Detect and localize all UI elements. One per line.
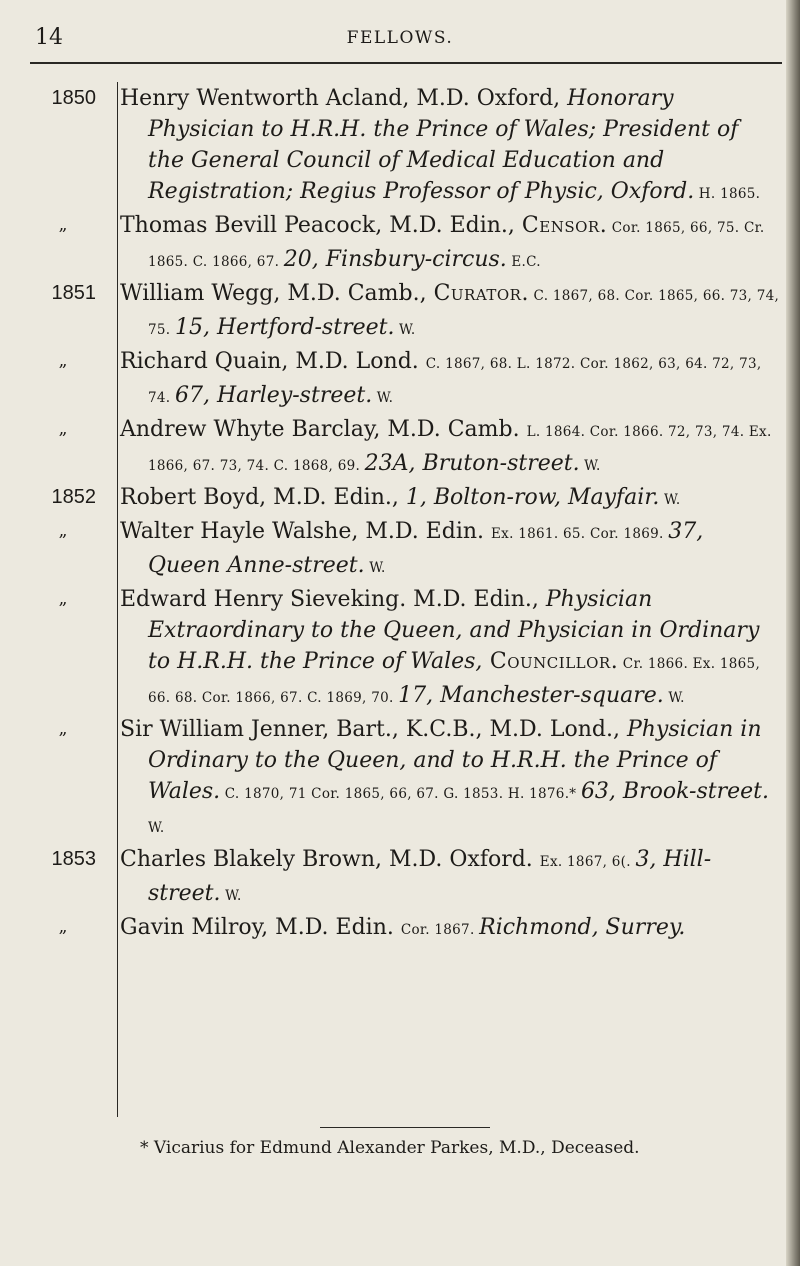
fellow-details: C. 1867, 68. L. 1872. Cor. 1862, 63, 64. 72, 73, 74.: [148, 356, 762, 406]
postal-district: W.: [364, 560, 386, 576]
fellow-details: Cor. 1865, 66, 75. Cr. 1865. C. 1866, 67.: [148, 220, 765, 270]
fellow-name: Sir William Jenner, Bart., K.C.B., M.D. Lond.,: [120, 717, 627, 742]
fellow-name: Walter Hayle Walshe, M.D. Edin.: [120, 519, 492, 544]
fellow-roles: Physician Extraordinary to the Queen, and Physician in Ordinary to H.R.H. the Prince of Wales,: [148, 587, 760, 674]
fellow-details: Ex. 1867, 6(.: [539, 854, 636, 870]
postal-district: W.: [220, 888, 242, 904]
fellow-address: 1, Bolton-row, Mayfair.: [405, 485, 660, 510]
fellow-entry: [30, 414, 790, 482]
postal-district: E.C.: [506, 254, 541, 270]
fellow-entry: [30, 844, 790, 912]
running-title: FELLOWS.: [346, 28, 454, 48]
fellow-name: Henry Wentworth Acland, M.D. Oxford,: [120, 86, 568, 111]
fellow-entry: [30, 912, 790, 946]
fellow-address: 67, Harley-street.: [174, 383, 373, 408]
fellows-list: [30, 83, 790, 946]
fellow-entry: [30, 346, 790, 414]
fellow-entry: [30, 516, 790, 584]
election-year: „: [58, 719, 68, 739]
fellow-address: 23A, Bruton-street.: [364, 451, 580, 476]
election-year: „: [58, 215, 68, 235]
fellow-roles: Honorary Physician to H.R.H. the Prince of Wales; President of the General Council of Medical Education and Registration; Regius Professor of Physic, Oxford.: [148, 86, 739, 204]
fellow-entry: [30, 482, 790, 516]
election-year: „: [58, 917, 68, 937]
fellow-entry: [30, 584, 790, 714]
fellow-details: H. 1865.: [694, 186, 761, 202]
election-year: 1850: [51, 87, 96, 109]
postal-district: W.: [659, 492, 681, 508]
fellow-name: William Wegg, M.D. Camb.,: [120, 281, 434, 306]
fellow-name: Charles Blakely Brown, M.D. Oxford.: [120, 847, 540, 872]
postal-district: W.: [663, 690, 685, 706]
footnote-rule: [320, 1127, 490, 1128]
fellow-office: Councillor.: [482, 649, 619, 674]
fellow-name: Thomas Bevill Peacock, M.D. Edin.,: [120, 213, 522, 238]
fellow-office: Curator.: [433, 281, 529, 306]
election-year: „: [58, 521, 68, 541]
postal-district: W.: [148, 820, 165, 836]
fellow-entry: [30, 210, 790, 278]
fellow-details: L. 1864. Cor. 1866. 72, 73, 74. Ex. 1866, 67. 73, 74. C. 1868, 69.: [148, 424, 772, 474]
fellow-name: Robert Boyd, M.D. Edin.,: [120, 485, 406, 510]
postal-district: W.: [579, 458, 601, 474]
fellow-office: Censor.: [521, 213, 608, 238]
fellow-name: Gavin Milroy, M.D. Edin.: [120, 915, 401, 940]
fellow-details: Cr. 1866. Ex. 1865, 66. 68. Cor. 1866, 67. C. 1869, 70.: [148, 656, 761, 706]
fellow-address: 63, Brook-street.: [580, 779, 769, 804]
election-year: „: [58, 351, 68, 371]
fellow-details: Cor. 1867.: [400, 922, 480, 938]
page-header: [0, 25, 800, 55]
fellow-details: C. 1870, 71 Cor. 1865, 66, 67. G. 1853. H. 1876.*: [220, 786, 581, 802]
election-year: „: [58, 589, 68, 609]
election-year: „: [58, 419, 68, 439]
election-year: 1851: [51, 282, 96, 304]
fellow-roles: Physician in Ordinary to the Queen, and to H.R.H. the Prince of Wales.: [148, 717, 762, 804]
fellow-address: 15, Hertford-street.: [174, 315, 395, 340]
postal-district: W.: [372, 390, 394, 406]
fellow-entry: [30, 83, 790, 210]
fellow-name: Edward Henry Sieveking. M.D. Edin.,: [120, 587, 546, 612]
fellow-address: 20, Finsbury-circus.: [283, 247, 507, 272]
footnote: * Vicarius for Edmund Alexander Parkes, M.D., Deceased.: [140, 1138, 640, 1158]
page-number: 14: [35, 25, 63, 50]
election-year: 1852: [51, 486, 96, 508]
header-rule: [30, 62, 782, 64]
fellow-name: Richard Quain, M.D. Lond.: [120, 349, 426, 374]
fellow-address: 17, Manchester-square.: [398, 683, 664, 708]
fellow-address: 37, Queen Anne-street.: [148, 519, 704, 578]
fellow-address: Richmond, Surrey.: [479, 915, 686, 940]
fellow-details: Ex. 1861. 65. Cor. 1869.: [491, 526, 669, 542]
fellow-name: Andrew Whyte Barclay, M.D. Camb.: [120, 417, 527, 442]
election-year: 1853: [51, 848, 96, 870]
fellow-details: C. 1867, 68. Cor. 1865, 66. 73, 74, 75.: [148, 288, 780, 338]
fellow-entry: [30, 714, 790, 844]
postal-district: W.: [394, 322, 416, 338]
fellow-entry: [30, 278, 790, 346]
fellow-address: 3, Hill-street.: [148, 847, 712, 906]
